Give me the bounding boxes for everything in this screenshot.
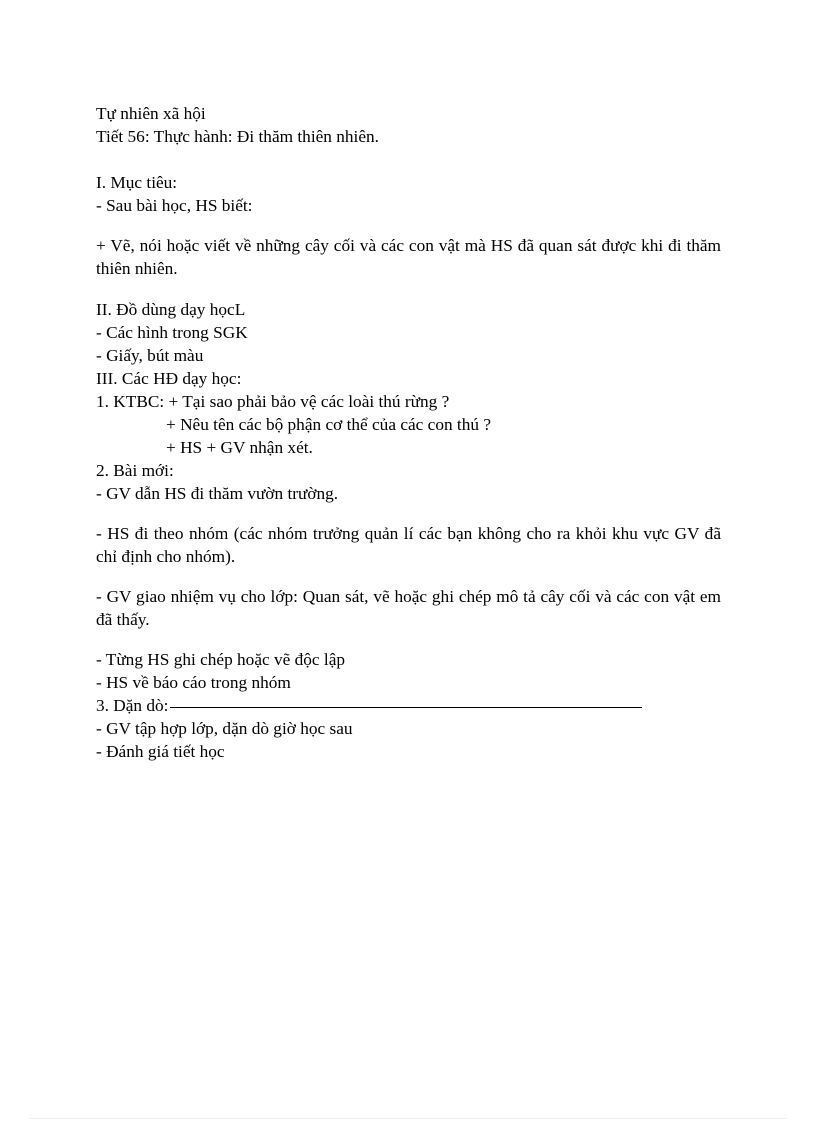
horizontal-divider — [170, 707, 642, 708]
lesson-step: - Từng HS ghi chép hoặc vẽ độc lập — [96, 650, 346, 670]
lesson-step: - HS đi theo nhóm (các nhóm trưởng quản lí các bạn không cho ra khỏi khu vực GV đã chỉ định cho nhóm). — [96, 523, 721, 566]
homework-heading: 3. Dặn dò: — [96, 696, 169, 716]
materials-heading: II. Đồ dùng dạy họcL — [96, 299, 246, 319]
materials-item: - Các hình trong SGK — [96, 322, 248, 342]
activities-heading: III. Các HĐ dạy học: — [96, 368, 242, 388]
ktbc-question-1: 1. KTBC: + Tại sao phải bảo vệ các loài thú rừng ? — [96, 391, 450, 411]
new-lesson-heading: 2. Bài mới: — [96, 460, 174, 480]
lesson-step: - GV dẫn HS đi thăm vườn trường. — [96, 483, 339, 503]
ktbc-question-2: + Nêu tên các bộ phận cơ thể của các con thú ? — [166, 414, 491, 434]
objectives-intro: - Sau bài học, HS biết: — [96, 196, 253, 215]
subject-title: Tự nhiên xã hội — [96, 104, 206, 123]
lesson-step: - HS về báo cáo trong nhóm — [96, 673, 291, 693]
homework-item: - GV tập hợp lớp, dặn dò giờ học sau — [96, 719, 353, 739]
lesson-title: Tiết 56: Thực hành: Đi thăm thiên nhiên. — [96, 127, 379, 146]
blank-line — [96, 148, 721, 171]
ktbc-review: + HS + GV nhận xét. — [166, 437, 313, 457]
objective-item: + Vẽ, nói hoặc viết về những cây cối và các con vật mà HS đã quan sát được khi đi thăm thiên nhiên. — [96, 236, 721, 279]
objectives-heading: I. Mục tiêu: — [96, 173, 178, 192]
lesson-step: - GV giao nhiệm vụ cho lớp: Quan sát, vẽ hoặc ghi chép mô tả cây cối và các con vật em đã thấy. — [96, 587, 721, 630]
document-body — [96, 102, 721, 763]
materials-item: - Giấy, bút màu — [96, 345, 204, 365]
homework-item: - Đánh giá tiết học — [96, 742, 225, 762]
page-bottom-edge — [30, 1118, 786, 1119]
